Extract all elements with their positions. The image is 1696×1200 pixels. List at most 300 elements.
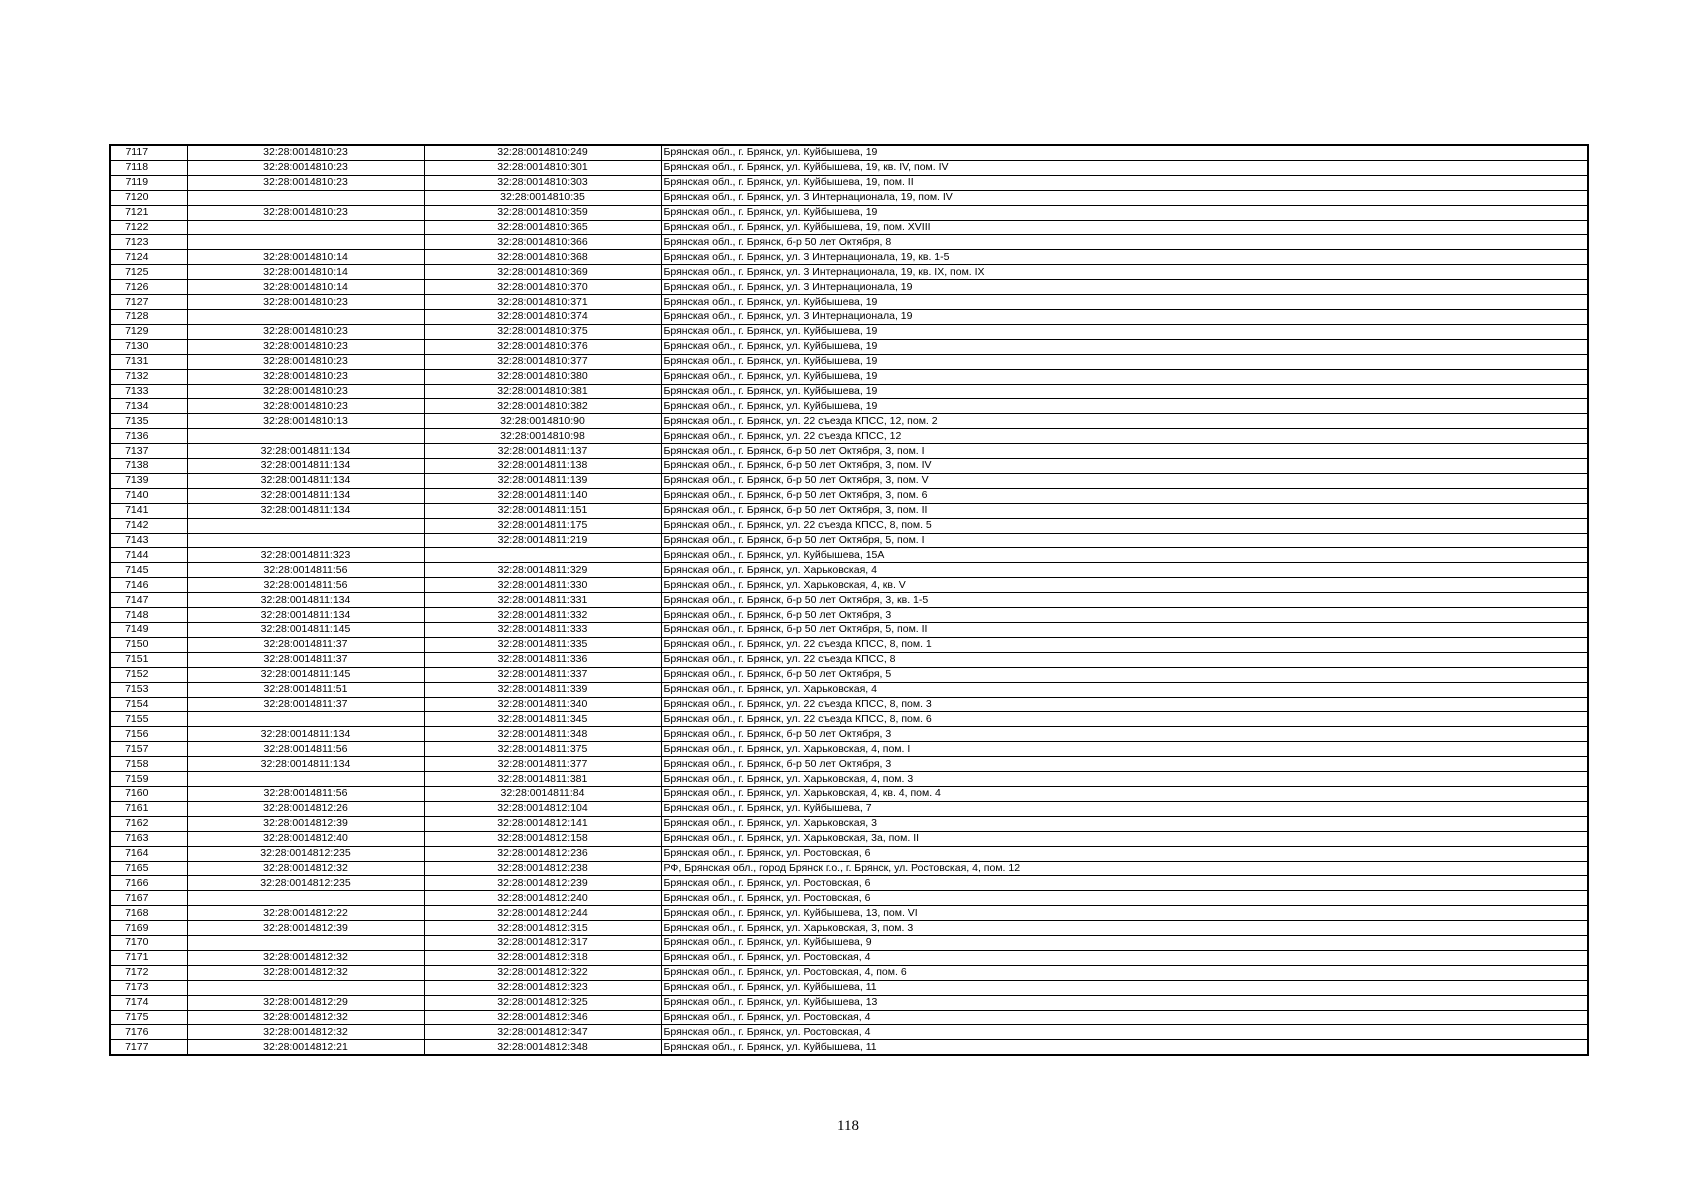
parcel-number-cell xyxy=(187,772,424,787)
row-number-cell: 7125 xyxy=(110,265,187,280)
parcel-number-cell: 32:28:0014812:29 xyxy=(187,995,424,1010)
parcel-number-cell: 32:28:0014811:134 xyxy=(187,727,424,742)
row-number-cell: 7148 xyxy=(110,608,187,623)
table-row xyxy=(110,250,1588,265)
table-row xyxy=(110,1040,1588,1055)
row-number-cell: 7175 xyxy=(110,1010,187,1025)
address-cell: Брянская обл., г. Брянск, ул. Куйбышева, 13 xyxy=(661,995,1588,1010)
object-number-cell: 32:28:0014812:244 xyxy=(424,906,661,921)
parcel-number-cell: 32:28:0014810:23 xyxy=(187,384,424,399)
address-cell: Брянская обл., г. Брянск, ул. 22 съезда КПСС, 12 xyxy=(661,429,1588,444)
table-row xyxy=(110,145,1588,160)
address-cell: Брянская обл., г. Брянск, ул. Куйбышева, 19 xyxy=(661,339,1588,354)
row-number-cell: 7141 xyxy=(110,503,187,518)
parcel-number-cell xyxy=(187,309,424,324)
object-number-cell: 32:28:0014811:345 xyxy=(424,712,661,727)
parcel-number-cell: 32:28:0014812:21 xyxy=(187,1040,424,1055)
table-row xyxy=(110,980,1588,995)
address-cell: Брянская обл., г. Брянск, ул. 22 съезда КПСС, 12, пом. 2 xyxy=(661,414,1588,429)
object-number-cell: 32:28:0014812:236 xyxy=(424,846,661,861)
table-row xyxy=(110,950,1588,965)
table-row xyxy=(110,175,1588,190)
row-number-cell: 7159 xyxy=(110,772,187,787)
table-row xyxy=(110,473,1588,488)
object-number-cell: 32:28:0014811:381 xyxy=(424,772,661,787)
address-cell: Брянская обл., г. Брянск, ул. Куйбышева, 19 xyxy=(661,205,1588,220)
table-row xyxy=(110,444,1588,459)
row-number-cell: 7177 xyxy=(110,1040,187,1055)
object-number-cell: 32:28:0014812:158 xyxy=(424,831,661,846)
row-number-cell: 7134 xyxy=(110,399,187,414)
address-cell: Брянская обл., г. Брянск, ул. Ростовская, 6 xyxy=(661,876,1588,891)
address-cell: Брянская обл., г. Брянск, ул. Куйбышева, 19 xyxy=(661,145,1588,160)
object-number-cell: 32:28:0014810:369 xyxy=(424,265,661,280)
row-number-cell: 7144 xyxy=(110,548,187,563)
object-number-cell: 32:28:0014811:219 xyxy=(424,533,661,548)
object-number-cell: 32:28:0014811:332 xyxy=(424,608,661,623)
parcel-number-cell: 32:28:0014810:23 xyxy=(187,160,424,175)
table-row xyxy=(110,1010,1588,1025)
object-number-cell: 32:28:0014811:137 xyxy=(424,444,661,459)
object-number-cell: 32:28:0014810:382 xyxy=(424,399,661,414)
row-number-cell: 7161 xyxy=(110,801,187,816)
row-number-cell: 7162 xyxy=(110,816,187,831)
address-cell: Брянская обл., г. Брянск, ул. Куйбышева, 15А xyxy=(661,548,1588,563)
table-row xyxy=(110,459,1588,474)
address-cell: Брянская обл., г. Брянск, ул. Куйбышева, 19 xyxy=(661,354,1588,369)
table-row xyxy=(110,876,1588,891)
row-number-cell: 7150 xyxy=(110,637,187,652)
object-number-cell: 32:28:0014810:376 xyxy=(424,339,661,354)
object-number-cell: 32:28:0014812:346 xyxy=(424,1010,661,1025)
parcel-number-cell: 32:28:0014810:14 xyxy=(187,280,424,295)
parcel-number-cell: 32:28:0014811:134 xyxy=(187,459,424,474)
parcel-number-cell: 32:28:0014811:37 xyxy=(187,652,424,667)
table-row xyxy=(110,563,1588,578)
parcel-number-cell xyxy=(187,518,424,533)
address-cell: Брянская обл., г. Брянск, ул. Ростовская, 6 xyxy=(661,891,1588,906)
table-row xyxy=(110,309,1588,324)
row-number-cell: 7152 xyxy=(110,667,187,682)
parcel-number-cell xyxy=(187,891,424,906)
parcel-number-cell: 32:28:0014811:56 xyxy=(187,578,424,593)
table-row xyxy=(110,712,1588,727)
address-cell: Брянская обл., г. Брянск, б-р 50 лет Октября, 3, кв. 1-5 xyxy=(661,593,1588,608)
address-cell: Брянская обл., г. Брянск, б-р 50 лет Октября, 3, пом. I xyxy=(661,444,1588,459)
row-number-cell: 7145 xyxy=(110,563,187,578)
object-number-cell: 32:28:0014810:380 xyxy=(424,369,661,384)
row-number-cell: 7172 xyxy=(110,965,187,980)
row-number-cell: 7153 xyxy=(110,682,187,697)
object-number-cell: 32:28:0014811:335 xyxy=(424,637,661,652)
registry-table-body xyxy=(110,145,1588,1055)
object-number-cell: 32:28:0014811:337 xyxy=(424,667,661,682)
address-cell: Брянская обл., г. Брянск, ул. Харьковская, 4, пом. 3 xyxy=(661,772,1588,787)
object-number-cell: 32:28:0014812:104 xyxy=(424,801,661,816)
object-number-cell: 32:28:0014810:381 xyxy=(424,384,661,399)
parcel-number-cell: 32:28:0014811:37 xyxy=(187,637,424,652)
table-row xyxy=(110,578,1588,593)
row-number-cell: 7124 xyxy=(110,250,187,265)
parcel-number-cell: 32:28:0014811:134 xyxy=(187,608,424,623)
address-cell: Брянская обл., г. Брянск, б-р 50 лет Октября, 8 xyxy=(661,235,1588,250)
parcel-number-cell: 32:28:0014811:134 xyxy=(187,473,424,488)
address-cell: Брянская обл., г. Брянск, ул. 3 Интернационала, 19, пом. IV xyxy=(661,190,1588,205)
address-cell: Брянская обл., г. Брянск, ул. 22 съезда КПСС, 8, пом. 6 xyxy=(661,712,1588,727)
object-number-cell: 32:28:0014812:240 xyxy=(424,891,661,906)
parcel-number-cell: 32:28:0014810:23 xyxy=(187,399,424,414)
address-cell: Брянская обл., г. Брянск, б-р 50 лет Октября, 3, пом. 6 xyxy=(661,488,1588,503)
table-row xyxy=(110,831,1588,846)
row-number-cell: 7131 xyxy=(110,354,187,369)
object-number-cell: 32:28:0014812:318 xyxy=(424,950,661,965)
address-cell: Брянская обл., г. Брянск, ул. Куйбышева, 11 xyxy=(661,1040,1588,1055)
object-number-cell: 32:28:0014812:317 xyxy=(424,936,661,951)
address-cell: Брянская обл., г. Брянск, ул. Ростовская, 4 xyxy=(661,950,1588,965)
table-row xyxy=(110,906,1588,921)
object-number-cell: 32:28:0014811:151 xyxy=(424,503,661,518)
parcel-number-cell: 32:28:0014810:23 xyxy=(187,145,424,160)
parcel-number-cell: 32:28:0014811:56 xyxy=(187,786,424,801)
object-number-cell: 32:28:0014812:325 xyxy=(424,995,661,1010)
row-number-cell: 7174 xyxy=(110,995,187,1010)
row-number-cell: 7165 xyxy=(110,861,187,876)
table-row xyxy=(110,399,1588,414)
object-number-cell: 32:28:0014812:348 xyxy=(424,1040,661,1055)
table-row xyxy=(110,295,1588,310)
parcel-number-cell xyxy=(187,936,424,951)
parcel-number-cell: 32:28:0014812:39 xyxy=(187,921,424,936)
address-cell: Брянская обл., г. Брянск, ул. Харьковская, 4, пом. I xyxy=(661,742,1588,757)
table-row xyxy=(110,190,1588,205)
object-number-cell: 32:28:0014812:238 xyxy=(424,861,661,876)
parcel-number-cell: 32:28:0014810:14 xyxy=(187,250,424,265)
row-number-cell: 7149 xyxy=(110,623,187,638)
row-number-cell: 7117 xyxy=(110,145,187,160)
parcel-number-cell: 32:28:0014811:145 xyxy=(187,667,424,682)
address-cell: Брянская обл., г. Брянск, ул. Харьковская, 4, кв. V xyxy=(661,578,1588,593)
object-number-cell: 32:28:0014811:139 xyxy=(424,473,661,488)
object-number-cell: 32:28:0014811:348 xyxy=(424,727,661,742)
table-row xyxy=(110,995,1588,1010)
table-row xyxy=(110,414,1588,429)
address-cell: Брянская обл., г. Брянск, ул. Ростовская, 4 xyxy=(661,1010,1588,1025)
table-row xyxy=(110,235,1588,250)
row-number-cell: 7147 xyxy=(110,593,187,608)
object-number-cell: 32:28:0014811:84 xyxy=(424,786,661,801)
table-row xyxy=(110,593,1588,608)
parcel-number-cell: 32:28:0014812:235 xyxy=(187,846,424,861)
row-number-cell: 7169 xyxy=(110,921,187,936)
parcel-number-cell: 32:28:0014812:22 xyxy=(187,906,424,921)
row-number-cell: 7122 xyxy=(110,220,187,235)
address-cell: Брянская обл., г. Брянск, ул. 3 Интернационала, 19, кв. IX, пом. IX xyxy=(661,265,1588,280)
table-row xyxy=(110,518,1588,533)
row-number-cell: 7128 xyxy=(110,309,187,324)
table-row xyxy=(110,503,1588,518)
object-number-cell: 32:28:0014810:249 xyxy=(424,145,661,160)
row-number-cell: 7129 xyxy=(110,324,187,339)
table-row xyxy=(110,801,1588,816)
parcel-number-cell: 32:28:0014812:32 xyxy=(187,965,424,980)
row-number-cell: 7138 xyxy=(110,459,187,474)
row-number-cell: 7163 xyxy=(110,831,187,846)
object-number-cell: 32:28:0014811:340 xyxy=(424,697,661,712)
parcel-number-cell: 32:28:0014812:235 xyxy=(187,876,424,891)
row-number-cell: 7171 xyxy=(110,950,187,965)
address-cell: Брянская обл., г. Брянск, ул. Куйбышева, 19 xyxy=(661,399,1588,414)
object-number-cell: 32:28:0014810:365 xyxy=(424,220,661,235)
object-number-cell: 32:28:0014811:377 xyxy=(424,757,661,772)
parcel-number-cell: 32:28:0014811:134 xyxy=(187,757,424,772)
row-number-cell: 7136 xyxy=(110,429,187,444)
row-number-cell: 7154 xyxy=(110,697,187,712)
address-cell: Брянская обл., г. Брянск, ул. 3 Интернационала, 19 xyxy=(661,309,1588,324)
parcel-number-cell xyxy=(187,429,424,444)
address-cell: Брянская обл., г. Брянск, ул. Куйбышева, 11 xyxy=(661,980,1588,995)
object-number-cell: 32:28:0014811:330 xyxy=(424,578,661,593)
object-number-cell: 32:28:0014810:301 xyxy=(424,160,661,175)
object-number-cell: 32:28:0014810:359 xyxy=(424,205,661,220)
parcel-number-cell: 32:28:0014811:56 xyxy=(187,563,424,578)
row-number-cell: 7166 xyxy=(110,876,187,891)
parcel-number-cell: 32:28:0014811:134 xyxy=(187,593,424,608)
object-number-cell xyxy=(424,548,661,563)
address-cell: Брянская обл., г. Брянск, ул. Харьковская, 4 xyxy=(661,563,1588,578)
parcel-number-cell: 32:28:0014810:23 xyxy=(187,339,424,354)
parcel-number-cell: 32:28:0014810:23 xyxy=(187,175,424,190)
address-cell: Брянская обл., г. Брянск, ул. 22 съезда КПСС, 8, пом. 3 xyxy=(661,697,1588,712)
table-row xyxy=(110,637,1588,652)
address-cell: Брянская обл., г. Брянск, ул. Харьковская, 3 xyxy=(661,816,1588,831)
address-cell: Брянская обл., г. Брянск, ул. Куйбышева, 19, пом. II xyxy=(661,175,1588,190)
parcel-number-cell xyxy=(187,533,424,548)
address-cell: Брянская обл., г. Брянск, б-р 50 лет Октября, 3 xyxy=(661,727,1588,742)
row-number-cell: 7167 xyxy=(110,891,187,906)
address-cell: Брянская обл., г. Брянск, ул. Харьковская, 3, пом. 3 xyxy=(661,921,1588,936)
parcel-number-cell: 32:28:0014810:23 xyxy=(187,324,424,339)
object-number-cell: 32:28:0014810:90 xyxy=(424,414,661,429)
parcel-number-cell: 32:28:0014810:23 xyxy=(187,205,424,220)
parcel-number-cell: 32:28:0014811:323 xyxy=(187,548,424,563)
row-number-cell: 7146 xyxy=(110,578,187,593)
address-cell: Брянская обл., г. Брянск, ул. Куйбышева, 7 xyxy=(661,801,1588,816)
parcel-number-cell xyxy=(187,190,424,205)
table-row xyxy=(110,608,1588,623)
table-row xyxy=(110,384,1588,399)
object-number-cell: 32:28:0014811:138 xyxy=(424,459,661,474)
parcel-number-cell: 32:28:0014811:37 xyxy=(187,697,424,712)
object-number-cell: 32:28:0014810:370 xyxy=(424,280,661,295)
object-number-cell: 32:28:0014812:323 xyxy=(424,980,661,995)
address-cell: Брянская обл., г. Брянск, ул. Харьковская, 4, кв. 4, пом. 4 xyxy=(661,786,1588,801)
address-cell: Брянская обл., г. Брянск, б-р 50 лет Октября, 3 xyxy=(661,757,1588,772)
row-number-cell: 7151 xyxy=(110,652,187,667)
row-number-cell: 7137 xyxy=(110,444,187,459)
table-row xyxy=(110,772,1588,787)
address-cell: Брянская обл., г. Брянск, ул. Харьковская, 4 xyxy=(661,682,1588,697)
table-row xyxy=(110,160,1588,175)
object-number-cell: 32:28:0014812:141 xyxy=(424,816,661,831)
parcel-number-cell: 32:28:0014810:13 xyxy=(187,414,424,429)
row-number-cell: 7121 xyxy=(110,205,187,220)
row-number-cell: 7119 xyxy=(110,175,187,190)
row-number-cell: 7168 xyxy=(110,906,187,921)
address-cell: Брянская обл., г. Брянск, ул. Куйбышева, 19 xyxy=(661,324,1588,339)
row-number-cell: 7135 xyxy=(110,414,187,429)
address-cell: Брянская обл., г. Брянск, ул. 22 съезда КПСС, 8 xyxy=(661,652,1588,667)
address-cell: Брянская обл., г. Брянск, ул. Куйбышева, 19 xyxy=(661,295,1588,310)
address-cell: Брянская обл., г. Брянск, б-р 50 лет Октября, 3, пом. IV xyxy=(661,459,1588,474)
object-number-cell: 32:28:0014812:322 xyxy=(424,965,661,980)
table-row xyxy=(110,757,1588,772)
object-number-cell: 32:28:0014811:329 xyxy=(424,563,661,578)
table-row xyxy=(110,652,1588,667)
table-row xyxy=(110,921,1588,936)
row-number-cell: 7143 xyxy=(110,533,187,548)
table-row xyxy=(110,697,1588,712)
table-row xyxy=(110,324,1588,339)
row-number-cell: 7158 xyxy=(110,757,187,772)
table-row xyxy=(110,936,1588,951)
parcel-number-cell: 32:28:0014811:134 xyxy=(187,444,424,459)
address-cell: Брянская обл., г. Брянск, б-р 50 лет Октября, 3, пом. II xyxy=(661,503,1588,518)
parcel-number-cell: 32:28:0014811:134 xyxy=(187,488,424,503)
address-cell: Брянская обл., г. Брянск, б-р 50 лет Октября, 5, пом. I xyxy=(661,533,1588,548)
row-number-cell: 7156 xyxy=(110,727,187,742)
table-row xyxy=(110,220,1588,235)
table-row xyxy=(110,1025,1588,1040)
table-row xyxy=(110,265,1588,280)
parcel-number-cell: 32:28:0014812:32 xyxy=(187,861,424,876)
row-number-cell: 7160 xyxy=(110,786,187,801)
parcel-number-cell: 32:28:0014811:134 xyxy=(187,503,424,518)
parcel-number-cell: 32:28:0014811:145 xyxy=(187,623,424,638)
object-number-cell: 32:28:0014810:371 xyxy=(424,295,661,310)
table-row xyxy=(110,816,1588,831)
page-number: 118 xyxy=(837,1118,859,1134)
object-number-cell: 32:28:0014810:303 xyxy=(424,175,661,190)
row-number-cell: 7155 xyxy=(110,712,187,727)
table-row xyxy=(110,488,1588,503)
parcel-number-cell xyxy=(187,980,424,995)
object-number-cell: 32:28:0014812:315 xyxy=(424,921,661,936)
parcel-number-cell: 32:28:0014810:23 xyxy=(187,354,424,369)
table-row xyxy=(110,339,1588,354)
table-row xyxy=(110,891,1588,906)
parcel-number-cell: 32:28:0014810:23 xyxy=(187,295,424,310)
address-cell: Брянская обл., г. Брянск, ул. Куйбышева, 19, кв. IV, пом. IV xyxy=(661,160,1588,175)
row-number-cell: 7127 xyxy=(110,295,187,310)
object-number-cell: 32:28:0014810:366 xyxy=(424,235,661,250)
address-cell: Брянская обл., г. Брянск, ул. 22 съезда КПСС, 8, пом. 1 xyxy=(661,637,1588,652)
parcel-number-cell: 32:28:0014812:32 xyxy=(187,1025,424,1040)
parcel-number-cell: 32:28:0014810:23 xyxy=(187,369,424,384)
table-row xyxy=(110,533,1588,548)
parcel-number-cell: 32:28:0014812:32 xyxy=(187,950,424,965)
object-number-cell: 32:28:0014812:347 xyxy=(424,1025,661,1040)
object-number-cell: 32:28:0014810:98 xyxy=(424,429,661,444)
row-number-cell: 7118 xyxy=(110,160,187,175)
row-number-cell: 7173 xyxy=(110,980,187,995)
registry-table xyxy=(109,144,1589,1056)
table-row xyxy=(110,623,1588,638)
address-cell: Брянская обл., г. Брянск, б-р 50 лет Октября, 3 xyxy=(661,608,1588,623)
parcel-number-cell: 32:28:0014811:51 xyxy=(187,682,424,697)
address-cell: Брянская обл., г. Брянск, б-р 50 лет Октября, 5, пом. II xyxy=(661,623,1588,638)
address-cell: Брянская обл., г. Брянск, ул. Куйбышева, 19, пом. XVIII xyxy=(661,220,1588,235)
address-cell: Брянская обл., г. Брянск, ул. Куйбышева, 9 xyxy=(661,936,1588,951)
object-number-cell: 32:28:0014811:375 xyxy=(424,742,661,757)
address-cell: Брянская обл., г. Брянск, б-р 50 лет Октября, 3, пом. V xyxy=(661,473,1588,488)
address-cell: Брянская обл., г. Брянск, ул. 3 Интернационала, 19 xyxy=(661,280,1588,295)
table-row xyxy=(110,369,1588,384)
parcel-number-cell: 32:28:0014812:32 xyxy=(187,1010,424,1025)
table-row xyxy=(110,354,1588,369)
address-cell: Брянская обл., г. Брянск, ул. Куйбышева, 19 xyxy=(661,369,1588,384)
table-row xyxy=(110,682,1588,697)
object-number-cell: 32:28:0014810:377 xyxy=(424,354,661,369)
address-cell: Брянская обл., г. Брянск, ул. 22 съезда КПСС, 8, пом. 5 xyxy=(661,518,1588,533)
parcel-number-cell: 32:28:0014812:40 xyxy=(187,831,424,846)
row-number-cell: 7132 xyxy=(110,369,187,384)
address-cell: Брянская обл., г. Брянск, б-р 50 лет Октября, 5 xyxy=(661,667,1588,682)
object-number-cell: 32:28:0014810:368 xyxy=(424,250,661,265)
row-number-cell: 7142 xyxy=(110,518,187,533)
row-number-cell: 7120 xyxy=(110,190,187,205)
object-number-cell: 32:28:0014811:333 xyxy=(424,623,661,638)
table-row xyxy=(110,667,1588,682)
parcel-number-cell: 32:28:0014812:26 xyxy=(187,801,424,816)
table-row xyxy=(110,548,1588,563)
parcel-number-cell xyxy=(187,220,424,235)
table-row xyxy=(110,846,1588,861)
row-number-cell: 7139 xyxy=(110,473,187,488)
row-number-cell: 7140 xyxy=(110,488,187,503)
object-number-cell: 32:28:0014810:375 xyxy=(424,324,661,339)
address-cell: Брянская обл., г. Брянск, ул. Ростовская, 4 xyxy=(661,1025,1588,1040)
address-cell: Брянская обл., г. Брянск, ул. Куйбышева, 19 xyxy=(661,384,1588,399)
parcel-number-cell xyxy=(187,712,424,727)
table-row xyxy=(110,786,1588,801)
address-cell: Брянская обл., г. Брянск, ул. 3 Интернационала, 19, кв. 1-5 xyxy=(661,250,1588,265)
object-number-cell: 32:28:0014810:35 xyxy=(424,190,661,205)
row-number-cell: 7133 xyxy=(110,384,187,399)
table-row xyxy=(110,965,1588,980)
row-number-cell: 7176 xyxy=(110,1025,187,1040)
address-cell: Брянская обл., г. Брянск, ул. Ростовская, 4, пом. 6 xyxy=(661,965,1588,980)
row-number-cell: 7123 xyxy=(110,235,187,250)
row-number-cell: 7130 xyxy=(110,339,187,354)
parcel-number-cell: 32:28:0014812:39 xyxy=(187,816,424,831)
row-number-cell: 7170 xyxy=(110,936,187,951)
table-row xyxy=(110,205,1588,220)
row-number-cell: 7157 xyxy=(110,742,187,757)
parcel-number-cell: 32:28:0014811:56 xyxy=(187,742,424,757)
object-number-cell: 32:28:0014812:239 xyxy=(424,876,661,891)
table-row xyxy=(110,429,1588,444)
object-number-cell: 32:28:0014811:331 xyxy=(424,593,661,608)
address-cell: Брянская обл., г. Брянск, ул. Ростовская, 6 xyxy=(661,846,1588,861)
address-cell: РФ, Брянская обл., город Брянск г.о., г. Брянск, ул. Ростовская, 4, пом. 12 xyxy=(661,861,1588,876)
parcel-number-cell: 32:28:0014810:14 xyxy=(187,265,424,280)
table-row xyxy=(110,742,1588,757)
table-row xyxy=(110,727,1588,742)
address-cell: Брянская обл., г. Брянск, ул. Харьковская, 3а, пом. II xyxy=(661,831,1588,846)
object-number-cell: 32:28:0014811:175 xyxy=(424,518,661,533)
object-number-cell: 32:28:0014811:339 xyxy=(424,682,661,697)
object-number-cell: 32:28:0014810:374 xyxy=(424,309,661,324)
